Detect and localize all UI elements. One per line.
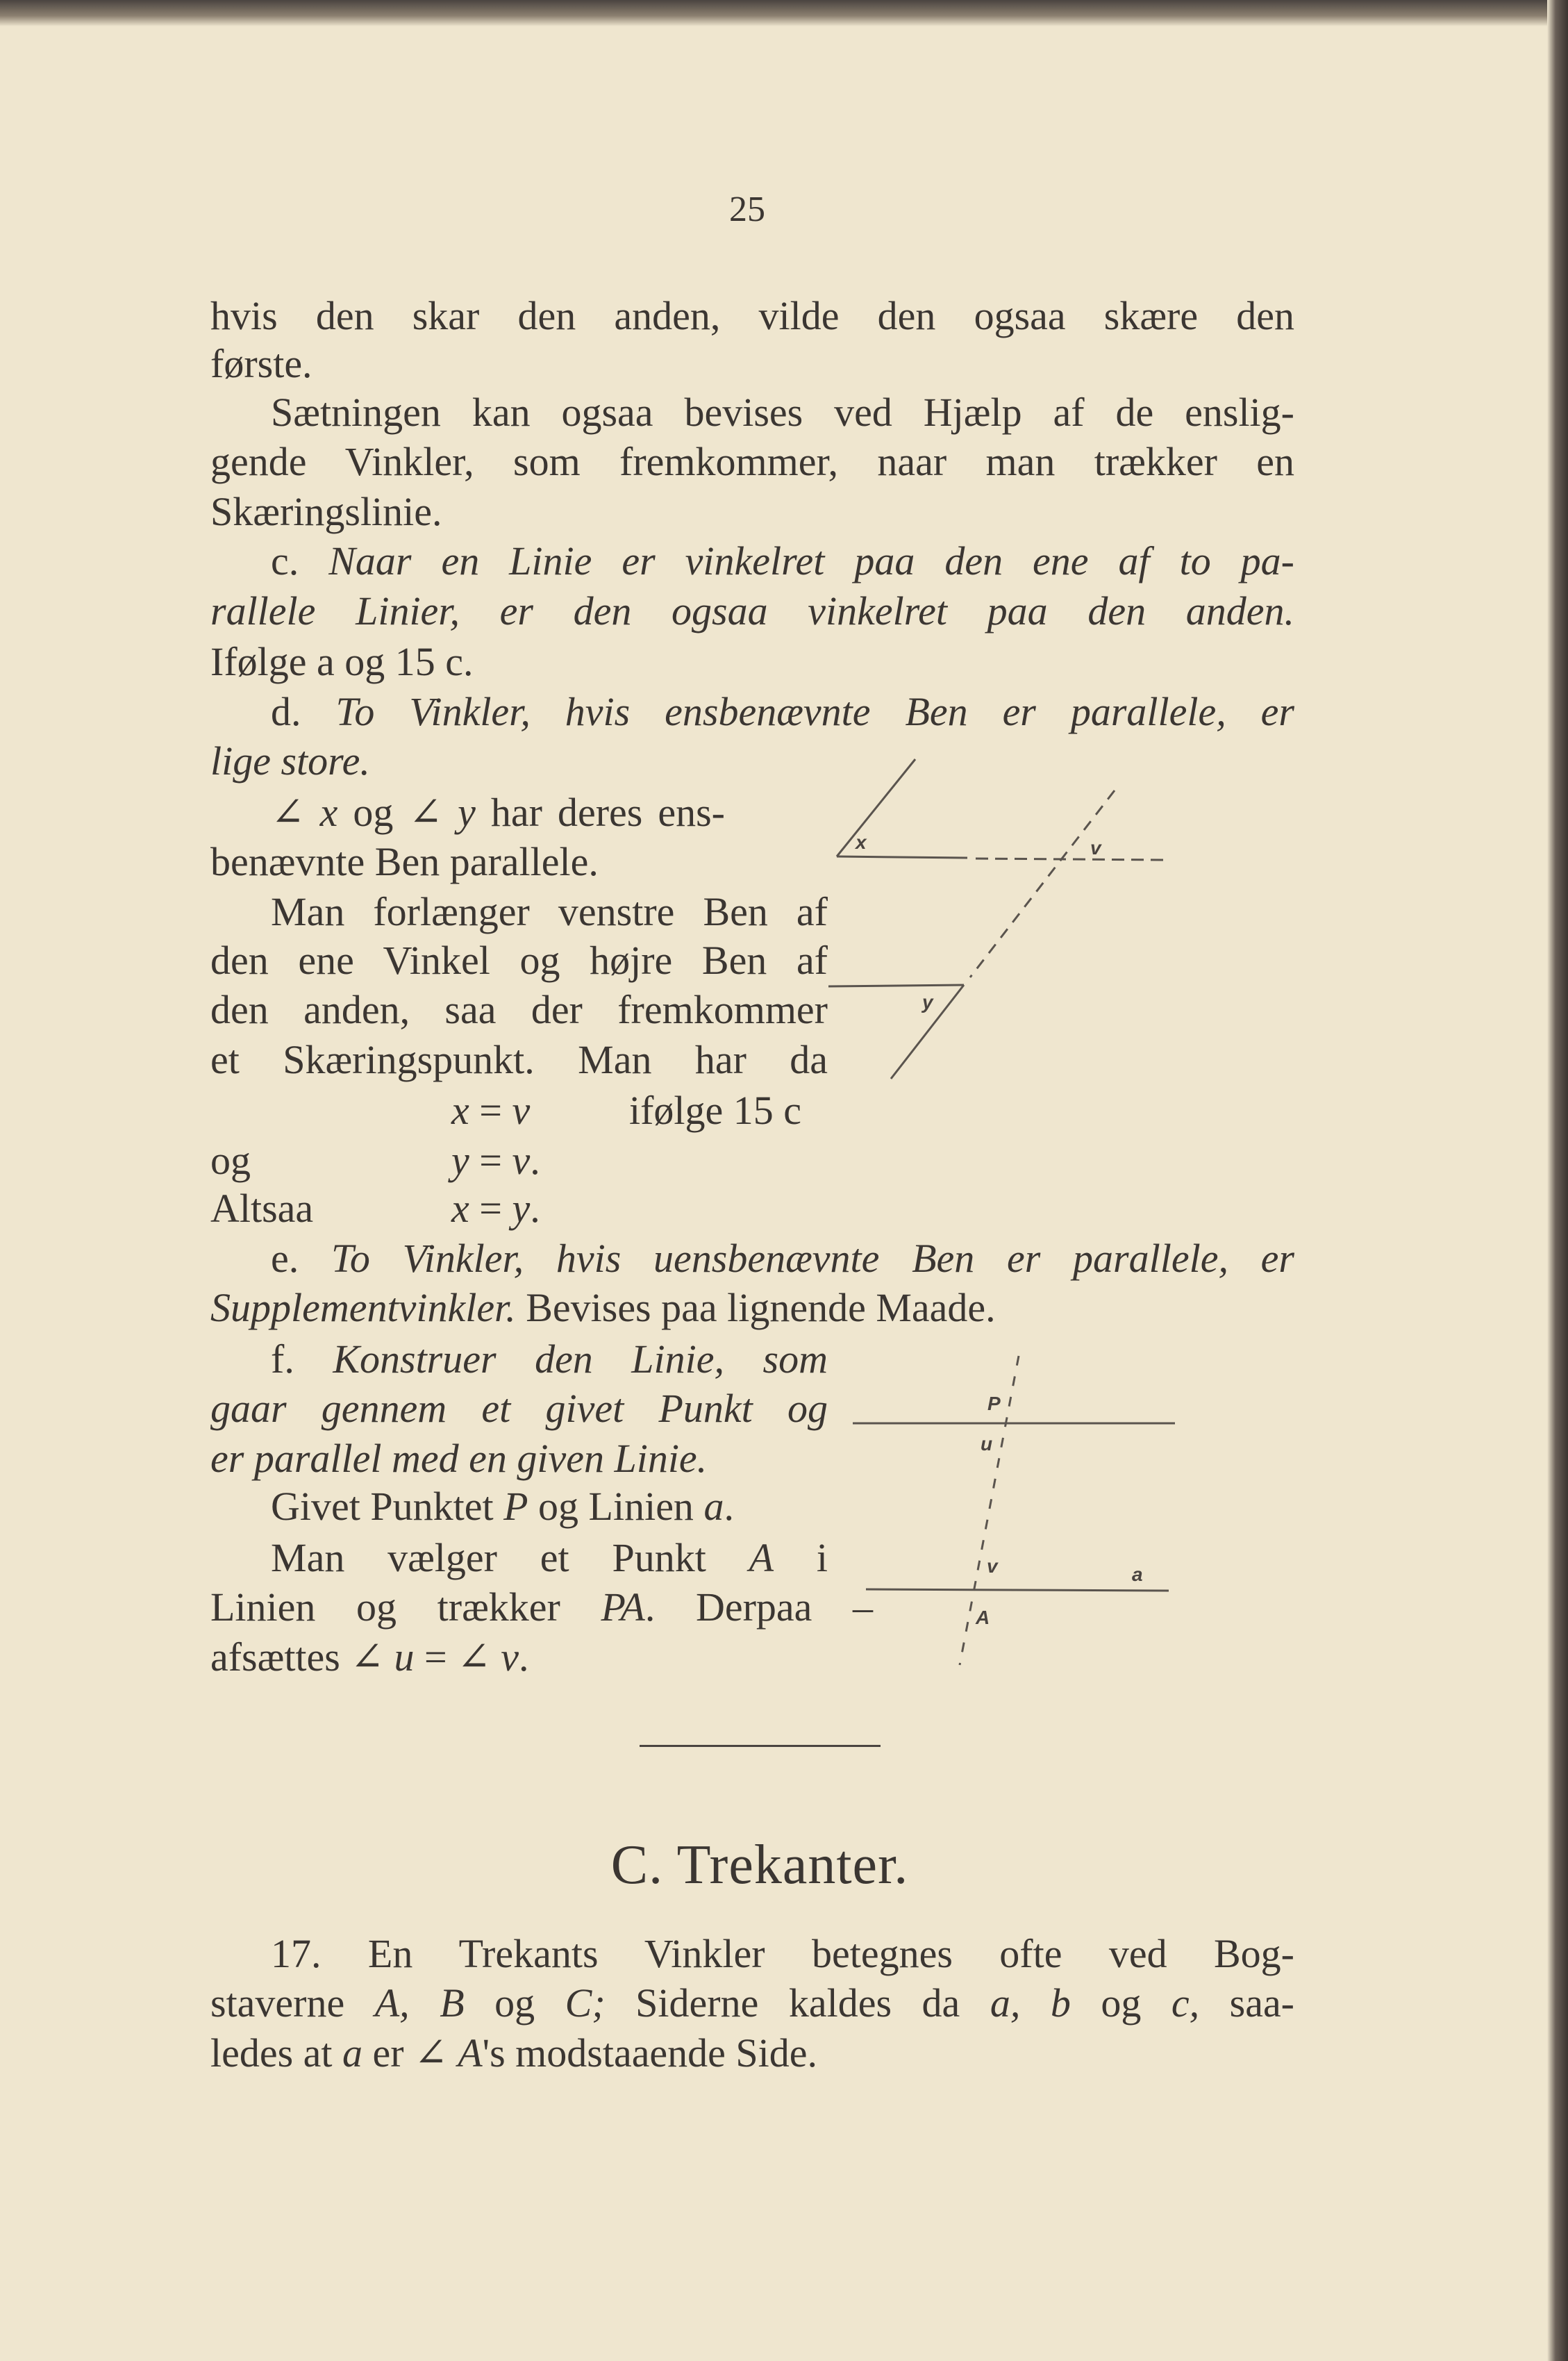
text-segment: = ∠ xyxy=(414,1634,501,1680)
text-segment: . xyxy=(519,1634,529,1680)
text-segment: . xyxy=(724,1484,734,1529)
text-segment: den ene Vinkel og højre Ben af xyxy=(210,938,828,983)
text-segment: c. xyxy=(271,538,329,583)
line-a xyxy=(866,1589,1169,1591)
italic-text: er parallel med en given Linie. xyxy=(210,1436,708,1481)
italic-text: c, xyxy=(1171,1980,1200,2026)
italic-text: v xyxy=(512,1088,531,1133)
text-segment: = xyxy=(469,1088,512,1133)
italic-text: Supplementvinkler. xyxy=(210,1285,516,1330)
text-segment: og xyxy=(1070,1980,1171,2026)
italic-text: A xyxy=(458,2030,483,2076)
text-segment: . Derpaa – xyxy=(644,1584,873,1630)
text-segment: d. xyxy=(271,689,336,734)
text-segment: Bevises paa lignende Maade. xyxy=(515,1285,996,1330)
text-segment: Skæringslinie. xyxy=(210,489,442,534)
text-segment: afsættes ∠ xyxy=(210,1634,394,1680)
italic-text: a xyxy=(342,2030,363,2076)
text-segment: staverne xyxy=(210,1980,375,2026)
italic-text: rallele Linier, er den ogsaa vinkelret paa den anden. xyxy=(210,588,1294,633)
italic-text: x xyxy=(451,1088,469,1133)
text-segment: den anden, saa der fremkommer xyxy=(210,987,828,1032)
text-segment: og Linien xyxy=(528,1484,704,1529)
text-segment: har deres ens- xyxy=(475,790,725,835)
text-segment: = xyxy=(469,1138,512,1183)
text-segment: Givet Punktet xyxy=(271,1484,504,1529)
text-segment: benævnte Ben parallele. xyxy=(210,839,599,884)
page-number: 25 xyxy=(729,190,765,229)
label-v: v xyxy=(1090,837,1101,859)
italic-text: y xyxy=(458,790,476,835)
italic-text: Naar en Linie er vinkelret paa den ene af to pa- xyxy=(328,538,1294,583)
italic-text: v xyxy=(512,1138,531,1183)
text-segment: hvis den skar den anden, vilde den ogsaa skære den xyxy=(210,293,1294,338)
text-segment: Altsaa xyxy=(210,1186,314,1231)
label-u: u xyxy=(981,1433,993,1455)
italic-text: gaar gennem et givet Punkt og xyxy=(210,1386,828,1431)
text-segment: ifølge 15 c xyxy=(629,1088,802,1133)
italic-text: P xyxy=(503,1484,528,1529)
text-segment: f. xyxy=(271,1336,333,1382)
text-segment: Ifølge a og 15 c. xyxy=(210,639,474,684)
italic-text: To Vinkler, hvis uensbenævnte Ben er parallele, er xyxy=(331,1236,1294,1281)
italic-text: PA xyxy=(601,1584,645,1630)
italic-text: x xyxy=(451,1186,469,1231)
label-P: P xyxy=(987,1393,1001,1414)
italic-text: v xyxy=(501,1634,519,1680)
italic-text: lige store. xyxy=(210,738,370,784)
italic-text: y xyxy=(451,1138,469,1183)
text-segment: i xyxy=(774,1535,828,1580)
italic-text: a xyxy=(703,1484,724,1529)
italic-text: A, B xyxy=(374,1980,465,2026)
italic-text: Konstruer den Linie, som xyxy=(333,1336,828,1382)
text-segment: og ∠ xyxy=(337,790,458,835)
label-y: y xyxy=(922,991,933,1013)
text-segment: Linien og trækker xyxy=(210,1584,601,1630)
text-segment: og xyxy=(464,1980,565,2026)
text-segment: . xyxy=(530,1138,540,1183)
text-segment: Man vælger et Punkt xyxy=(271,1535,749,1580)
label-x: x xyxy=(856,831,867,853)
label-v: v xyxy=(987,1555,998,1577)
text-segment: ∠ xyxy=(271,790,320,835)
text-segment: = xyxy=(469,1186,512,1231)
text-segment: Sætningen kan ogsaa bevises ved Hjælp af de enslig- xyxy=(271,390,1294,435)
text-segment: og xyxy=(210,1138,251,1183)
text-segment: e. xyxy=(271,1236,331,1281)
italic-text: A xyxy=(749,1535,774,1580)
text-segment: 's modstaaende Side. xyxy=(482,2030,818,2076)
italic-text: a, b xyxy=(990,1980,1071,2026)
section-divider xyxy=(640,1745,881,1747)
text-segment: et Skæringspunkt. Man har da xyxy=(210,1037,828,1082)
text-segment: Siderne kaldes da xyxy=(605,1980,990,2026)
text-segment: første. xyxy=(210,341,312,386)
text-segment: . xyxy=(530,1186,540,1231)
italic-text: u xyxy=(394,1634,415,1680)
italic-text: C; xyxy=(565,1980,606,2026)
text-segment: gende Vinkler, som fremkommer, naar man trækker en xyxy=(210,439,1294,484)
text-segment: ledes at xyxy=(210,2030,343,2076)
italic-text: y xyxy=(512,1186,531,1231)
text-segment: 17. En Trekants Vinkler betegnes ofte ved Bog- xyxy=(271,1931,1294,1976)
label-a: a xyxy=(1132,1564,1143,1585)
label-A: A xyxy=(976,1607,990,1628)
text-segment: er ∠ xyxy=(362,2030,458,2076)
text-segment: saa- xyxy=(1199,1980,1294,2026)
text-segment: Man forlænger venstre Ben af xyxy=(271,889,828,934)
italic-text: x xyxy=(319,790,338,835)
section-heading: C. Trekanter. xyxy=(610,1834,909,1896)
italic-text: To Vinkler, hvis ensbenævnte Ben er parallele, er xyxy=(335,689,1294,734)
